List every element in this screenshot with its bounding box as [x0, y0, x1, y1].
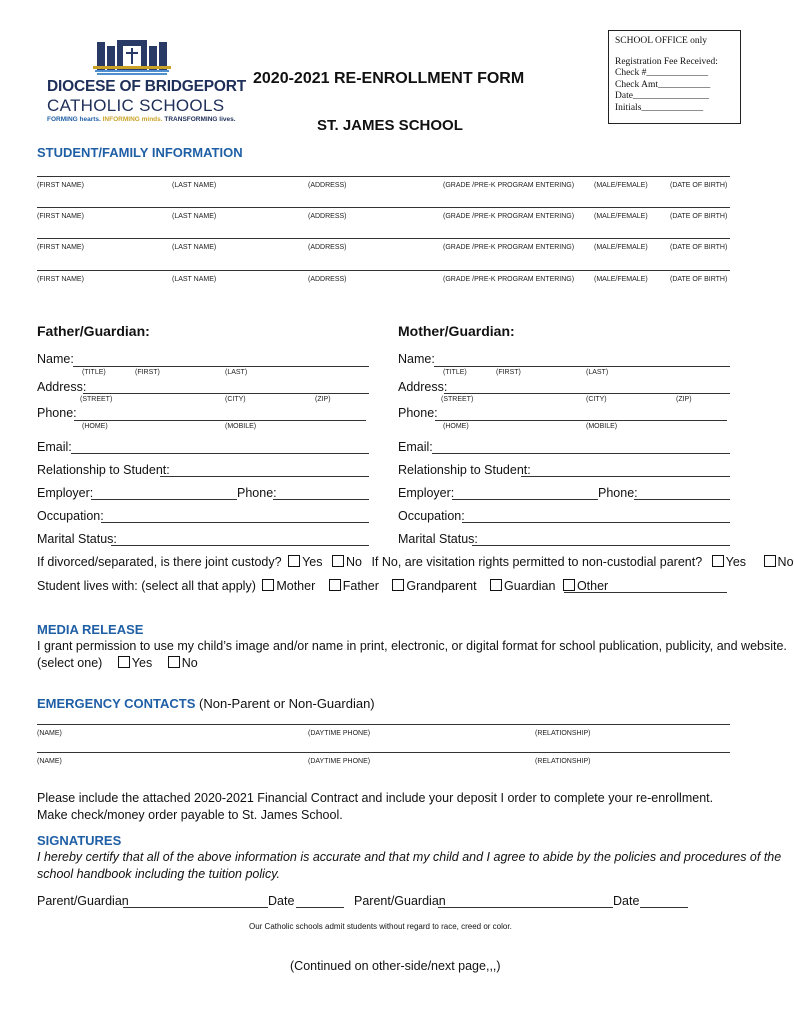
mother-marital-field[interactable]	[472, 545, 730, 546]
mother-employer-phone-field[interactable]	[634, 499, 730, 500]
mother-mobile-hint: (MOBILE)	[586, 423, 618, 430]
custody-no-checkbox[interactable]	[332, 555, 344, 567]
father-city-hint: (CITY)	[225, 396, 246, 403]
father-name-last-hint: (LAST)	[225, 369, 248, 376]
custody-row	[37, 555, 794, 569]
mother-name-first-hint: (FIRST)	[496, 369, 521, 376]
visitation-yes-checkbox[interactable]	[712, 555, 724, 567]
emergency-relationship-label: (RELATIONSHIP)	[535, 758, 591, 765]
father-heading: Father/Guardian:	[37, 323, 150, 339]
student-dob-label: (DATE OF BIRTH)	[670, 276, 728, 283]
lives-with-other-checkbox[interactable]	[563, 579, 575, 591]
student-grade-label: (GRADE /PRE-K PROGRAM ENTERING)	[443, 182, 575, 189]
mother-zip-hint: (ZIP)	[676, 396, 692, 403]
emergency-contact-2-field[interactable]	[37, 752, 730, 753]
student-section-heading: STUDENT/FAMILY INFORMATION	[37, 145, 243, 160]
mother-address-label: Address:	[398, 380, 448, 394]
student-sex-label: (MALE/FEMALE)	[594, 213, 648, 220]
visitation-no-checkbox[interactable]	[764, 555, 776, 567]
father-address-field[interactable]	[83, 393, 369, 394]
student-row-4-field[interactable]	[37, 270, 730, 271]
mother-street-hint: (STREET)	[441, 396, 474, 403]
father-relationship-field[interactable]	[160, 476, 369, 477]
visitation-question: If No, are visitation rights permitted to non-custodial parent?	[371, 555, 703, 569]
father-employer-label: Employer:	[37, 486, 94, 500]
mother-occupation-label: Occupation:	[398, 509, 465, 523]
father-street-hint: (STREET)	[80, 396, 113, 403]
custody-yes-label: Yes	[302, 555, 323, 569]
mother-employer-phone-label: Phone:	[598, 486, 638, 500]
certify-line2: school handbook including the tuition policy.	[37, 867, 280, 881]
mother-city-hint: (CITY)	[586, 396, 607, 403]
emergency-contact-1-field[interactable]	[37, 724, 730, 725]
mother-employer-label: Employer:	[398, 486, 455, 500]
father-email-label: Email:	[37, 440, 72, 454]
media-no-label: No	[181, 656, 198, 670]
mother-name-title-hint: (TITLE)	[443, 369, 467, 376]
nondiscrimination-note: Our Catholic schools admit students without regard to race, creed or color.	[249, 922, 512, 931]
father-marital-field[interactable]	[111, 545, 369, 546]
lives-with-father-label: Father	[342, 579, 379, 593]
student-sex-label: (MALE/FEMALE)	[594, 276, 648, 283]
emergency-subheading: (Non-Parent or Non-Guardian)	[199, 696, 375, 711]
school-office-box	[608, 30, 741, 124]
signatures-heading: SIGNATURES	[37, 833, 122, 848]
father-name-field[interactable]	[73, 366, 369, 367]
student-last-name-label: (LAST NAME)	[172, 213, 217, 220]
visitation-yes-label: Yes	[725, 555, 747, 569]
student-address-label: (ADDRESS)	[308, 213, 347, 220]
father-phone-label: Phone:	[37, 406, 77, 420]
father-email-field[interactable]	[71, 453, 369, 454]
student-dob-label: (DATE OF BIRTH)	[670, 182, 728, 189]
mother-home-hint: (HOME)	[443, 423, 469, 430]
mother-phone-field[interactable]	[435, 420, 727, 421]
father-occupation-label: Occupation:	[37, 509, 104, 523]
logo-tagline-b: INFORMING minds.	[102, 116, 163, 123]
student-first-name-label: (FIRST NAME)	[37, 276, 84, 283]
father-name-first-hint: (FIRST)	[135, 369, 160, 376]
father-phone-field[interactable]	[74, 420, 366, 421]
father-marital-label: Marital Status:	[37, 532, 117, 546]
father-home-hint: (HOME)	[82, 423, 108, 430]
logo-line2: CATHOLIC SCHOOLS	[47, 96, 225, 115]
father-name-label: Name:	[37, 352, 74, 366]
emergency-heading-row	[37, 696, 375, 711]
certify-line1: I hereby certify that all of the above information is accurate and that my child and I agree to abide by the policies and procedures of the	[37, 850, 782, 864]
parent2-signature-field[interactable]	[438, 907, 613, 908]
mother-address-field[interactable]	[444, 393, 730, 394]
date2-field[interactable]	[640, 907, 688, 908]
lives-with-mother-checkbox[interactable]	[262, 579, 274, 591]
father-occupation-field[interactable]	[101, 522, 369, 523]
lives-with-father-checkbox[interactable]	[329, 579, 341, 591]
mother-relationship-label: Relationship to Student:	[398, 463, 531, 477]
emergency-phone-label: (DAYTIME PHONE)	[308, 758, 371, 765]
student-row-2-field[interactable]	[37, 207, 730, 208]
mother-occupation-field[interactable]	[462, 522, 730, 523]
emergency-relationship-label: (RELATIONSHIP)	[535, 730, 591, 737]
lives-with-guardian-label: Guardian	[504, 579, 556, 593]
emergency-name-label: (NAME)	[37, 730, 62, 737]
emergency-phone-label: (DAYTIME PHONE)	[308, 730, 371, 737]
emergency-heading: EMERGENCY CONTACTS	[37, 696, 196, 711]
lives-with-mother-label: Mother	[276, 579, 316, 593]
date1-field[interactable]	[296, 907, 344, 908]
father-name-title-hint: (TITLE)	[82, 369, 106, 376]
student-grade-label: (GRADE /PRE-K PROGRAM ENTERING)	[443, 213, 575, 220]
mother-email-label: Email:	[398, 440, 433, 454]
logo-tagline-a: FORMING hearts.	[47, 116, 101, 123]
mother-email-field[interactable]	[432, 453, 730, 454]
office-check-amt: Check Amt___________	[615, 79, 711, 90]
media-text1: I grant permission to use my child’s image and/or name in print, electronic, or digital format for school publication, publicity, and website.	[37, 639, 787, 653]
lives-with-other-field[interactable]	[564, 592, 727, 593]
lives-with-grandparent-checkbox[interactable]	[392, 579, 404, 591]
lives-with-grandparent-label: Grandparent	[406, 579, 477, 593]
student-sex-label: (MALE/FEMALE)	[594, 244, 648, 251]
father-employer-phone-label: Phone:	[237, 486, 277, 500]
student-address-label: (ADDRESS)	[308, 182, 347, 189]
custody-no-label: No	[345, 555, 362, 569]
date1-label: Date	[268, 894, 295, 908]
mother-phone-label: Phone:	[398, 406, 438, 420]
father-employer-phone-field[interactable]	[273, 499, 369, 500]
media-yes-checkbox[interactable]	[118, 656, 130, 668]
student-row-3-field[interactable]	[37, 238, 730, 239]
father-zip-hint: (ZIP)	[315, 396, 331, 403]
student-first-name-label: (FIRST NAME)	[37, 213, 84, 220]
mother-marital-label: Marital Status:	[398, 532, 478, 546]
continued-note: (Continued on other-side/next page,,,)	[290, 959, 501, 973]
student-address-label: (ADDRESS)	[308, 244, 347, 251]
lives-with-row	[37, 579, 608, 593]
mother-name-last-hint: (LAST)	[586, 369, 609, 376]
parent2-label: Parent/Guardian	[354, 894, 446, 908]
media-heading: MEDIA RELEASE	[37, 622, 144, 637]
deposit-line2: Make check/money order payable to St. James School.	[37, 808, 343, 822]
student-address-label: (ADDRESS)	[308, 276, 347, 283]
office-initials: Initials_____________	[615, 102, 704, 113]
media-select-row	[37, 656, 198, 670]
office-fee: Registration Fee Received:	[615, 56, 718, 67]
lives-with-other-label: Other	[576, 579, 609, 593]
student-first-name-label: (FIRST NAME)	[37, 182, 84, 189]
mother-relationship-field[interactable]	[521, 476, 730, 477]
office-heading: SCHOOL OFFICE only	[615, 36, 708, 46]
office-date: Date________________	[615, 91, 709, 101]
father-employer-field[interactable]	[91, 499, 237, 500]
logo-tagline-c: TRANSFORMING lives.	[164, 116, 236, 123]
media-select-label: (select one)	[37, 656, 103, 670]
parent1-signature-field[interactable]	[123, 907, 268, 908]
office-check: Check #_____________	[615, 68, 709, 78]
mother-heading: Mother/Guardian:	[398, 323, 515, 339]
student-dob-label: (DATE OF BIRTH)	[670, 213, 728, 220]
diocese-logo	[37, 38, 247, 128]
mother-employer-field[interactable]	[452, 499, 598, 500]
student-last-name-label: (LAST NAME)	[172, 276, 217, 283]
parent1-label: Parent/Guardian	[37, 894, 129, 908]
visitation-no-label: No	[777, 555, 794, 569]
student-row-1-field[interactable]	[37, 176, 730, 177]
media-yes-label: Yes	[131, 656, 153, 670]
lives-with-label: Student lives with: (select all that apply)	[37, 579, 256, 593]
student-grade-label: (GRADE /PRE-K PROGRAM ENTERING)	[443, 276, 575, 283]
father-relationship-label: Relationship to Student:	[37, 463, 170, 477]
student-last-name-label: (LAST NAME)	[172, 182, 217, 189]
mother-name-label: Name:	[398, 352, 435, 366]
father-mobile-hint: (MOBILE)	[225, 423, 257, 430]
media-no-checkbox[interactable]	[168, 656, 180, 668]
student-sex-label: (MALE/FEMALE)	[594, 182, 648, 189]
mother-name-field[interactable]	[434, 366, 730, 367]
form-title: 2020-2021 RE-ENROLLMENT FORM	[253, 70, 525, 87]
deposit-line1: Please include the attached 2020-2021 Financial Contract and include your deposit I order to complete your re-enrollment.	[37, 791, 714, 805]
emergency-name-label: (NAME)	[37, 758, 62, 765]
lives-with-guardian-checkbox[interactable]	[490, 579, 502, 591]
school-name: ST. JAMES SCHOOL	[317, 117, 463, 134]
student-last-name-label: (LAST NAME)	[172, 244, 217, 251]
student-grade-label: (GRADE /PRE-K PROGRAM ENTERING)	[443, 244, 575, 251]
student-dob-label: (DATE OF BIRTH)	[670, 244, 728, 251]
logo-tagline	[47, 116, 236, 123]
custody-yes-checkbox[interactable]	[288, 555, 300, 567]
date2-label: Date	[613, 894, 640, 908]
custody-question: If divorced/separated, is there joint custody?	[37, 555, 282, 569]
logo-line1: DIOCESE OF BRIDGEPORT	[47, 78, 247, 95]
father-address-label: Address:	[37, 380, 87, 394]
student-first-name-label: (FIRST NAME)	[37, 244, 84, 251]
